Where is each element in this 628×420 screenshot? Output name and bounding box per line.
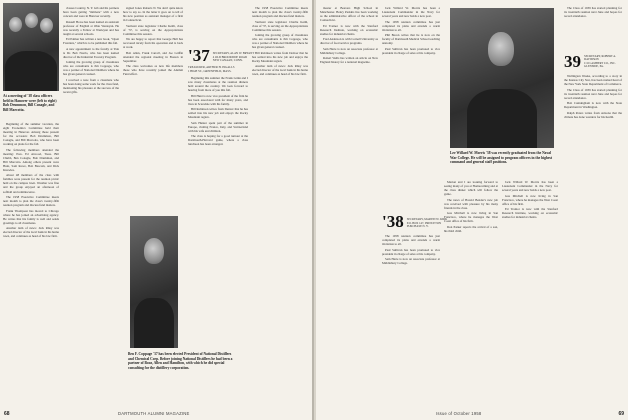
coppage-caption: Ben F. Coppage '37 has been elected President of National Distillers and Chemical Corp. Before joining National Distillers he had been a partner of Booz, Allen and Hamilton, with which he did special consulting for the distillery corporation.	[128, 352, 233, 370]
right-column-1: master at Beavers High School in Manchester. Henry Perkins has been working as the administrative officer of the school in Connecticut. Ed Trainor is now with the Stanford Research Institute, working on economic studies for industrial clients. Fred Anderson is with Cornell University as director of food service programs. Sam Harte is now an associate professor at Middlebury College. Robert Wells has written an article on New England history for a national magazine.	[320, 6, 378, 65]
right-page-number: 69	[618, 411, 624, 417]
right-page	[314, 0, 628, 420]
morris-caption: Lee Willard W. Morris '38 was recently graduated from the Naval War College. He will be assigned to program officers in the highest command and general staff positions.	[450, 151, 553, 165]
class-38-heading: '38 SECRETARY, MARTIN W. KIRK P.O. BOX 147, PRINCETON PURCHASE N. Y.	[382, 212, 448, 231]
class-officers-caption: At a meeting of '38 class officers held in Hanover were (left to right) Bob Drummon, Bill Conagle, and Bill Marcotta.	[3, 94, 57, 112]
coppage-portrait	[130, 216, 178, 348]
left-page-footer: DARTMOUTH ALUMNI MAGAZINE	[118, 411, 190, 416]
class-37-treasurer: TREASURER, ARTHUR H. INGALLS 1 HIGH ST., GREENFIELD, MASS.	[188, 65, 235, 73]
class-38-number: '38	[382, 212, 404, 231]
morris-portrait	[450, 8, 554, 148]
left-column-3: signed Jones Roberts N. We don't quite know how to say so. In the letter it goes on to tell of his new position as assistant manager of a firm in Connecticut. Vermont state legislator Charlie Keith, class of '37, is serving on the Appropriations Committee this session. We are happy to report that George Hall has recovered nicely from his operation and is back at work. Bob Allen, Frank Carroll, and Joe Griffin attended the regional meeting in Boston in September. The class welcomes as new life members those who have recently joined the Alumni Fund effort.	[123, 6, 183, 77]
class-37-heading: '37 SECRETARY, ALAN W. BRYANT 4 OLD BROOKSIDE ROAD NEW CANAAN, CONN.	[188, 46, 255, 65]
class-37-number: '37	[188, 46, 210, 65]
right-column-4: Jack Willard W. Morris has been a Lieutenant Commander in the Navy for several years and now holds a new post. Gus Mitchell is now living in San Francisco, where he manages the West Coast office of his firm. Ed Trainor is now with the Stanford Research Institute, working on economic studies for industrial clients.	[502, 180, 558, 220]
right-column-2-lower: The 1958 reunion committee has just completed its plans and extends a warm invitation to all. Paul Sullivan has been promoted to vice president in charge of sales at his company. Sam Harte is now an associate professor at Middlebury College.	[382, 234, 440, 266]
class-officers-photo	[3, 3, 59, 91]
left-page-number: 68	[4, 411, 10, 417]
right-column-5-upper: The Class of 1939 has started planning for its twentieth reunion next June and hopes for record attendance.	[564, 6, 622, 19]
left-column-1: Beginning of the summer vacation, the eight Economics Committee held their meeting in Hanover. Among those present for the occasion: Bob Drummon, Bill Conagle, and Bill Marcotta, who have been working on plans for the fall. The following members attended the meeting: Pres. Ed Atwood, Treas. Bill Chubb, Ben Conagle, Bob Drummon, and Bill Marcotta. Among others present were Hunt, Sam Rowe, Bob Bascom, and Dick Knowles. About 48 members of the class with families were present for the reunion picnic held on the campus lawn. Weather was fine and the group enjoyed an afternoon of softball and reminiscence. The 1958 Executive Committee meets next month to plan the class's twenty-fifth reunion program and discuss fund matters. Frank Thompson has moved to Chicago where he has joined an advertising agency. He writes that his family is well and sends greetings to all classmates. Another item of news: Jack Riley was elected director of the local bank in his home town, and continues as head of his law firm.	[3, 122, 59, 239]
class-39-number: 39	[564, 52, 581, 71]
right-column-2: Jack Willard W. Morris has been a Lieutenant Commander in the Navy for several years and now holds a new post. The 1958 reunion committee has just completed its plans and extends a warm invitation to all. Phil Bacon writes that he is now on the faculty of Dartmouth Medical School teaching anatomy. Paul Sullivan has been promoted to vice president in charge of sales at his company.	[382, 6, 440, 55]
left-column-5: The 1958 Executive Committee meets next month to plan the class's twenty-fifth reunion program and discuss fund matters. Vermont state legislator Charlie Keith, class of '37, is serving on the Appropriations Committee this session. Joining the growing group of classmates who are consultants is Jim Coppage, who was a partner of National Distillers where he has given general counsel. Bill Robinson writes from Denver that he has settled into his new job and enjoys the Rocky Mountain region. Another item of news: Jack Riley was elected director of the local bank in his home town, and continues as head of his law firm.	[252, 6, 308, 77]
right-column-3: Marion and I are looking forward to seeing many of you at Homecoming and at the class dinner which will follow the game. The news of Harold Bender's new job was received with pleasure by his many friends in the class. Gus Mitchell is now living in San Francisco, where he manages the West Coast office of his firm. Don Parker reports the arrival of a son, his third child.	[444, 180, 498, 233]
class-39-heading: 39 SECRETARY, ROBERT A. DAVIDSON C/O LAMBERT CO., INC. GLENSIDE, PA.	[564, 52, 617, 71]
right-column-5: Wellington Weeks, according to a story in the Kansas City Star, has been named head of the New York State Department of Commerce. The Class of 1939 has started planning for its twentieth reunion next June and hopes for record attendance. Bob Cunningham is now with the State Department in Washington. Ralph Peters writes from Arizona that the climate has done wonders for his health.	[564, 74, 622, 119]
left-column-4: Beginning this summer the Frank Grinn and I saw many classmates at the reunion dinners held around the country. We look forward to hearing from more of you this fall. Bill Hunt is now vice president of the firm he has been associated with for many years, and lives in Scarsdale with his family. Bill Robinson writes from Denver that he has settled into his new job and enjoys the Rocky Mountain region. Sam Hunter spent part of the summer in Europe, visiting France, Italy, and Switzerland with his wife and children. The class is hoping for a good turnout at the Dartmouth-Harvard game, where a class luncheon has been arranged.	[188, 76, 248, 147]
left-column-2: classes Country, N. Y. Gib and his partners have been getting "intimate" with a new concern and were in Hanover recently. Russell Howe has been named an assistant professor of English at Ohio Wesleyan. He was recently a Fellow at Wesleyan and has taught at several schools. Ed Palmer has written a new book, "Open Frontiers," which is to be published this fall. A new appointment to the faculty at Yale is Dr. Bob Norris, who has been named director of the Industrial Forestry Program. Joining the growing group of classmates who are consultants is Jim Coppage, who was a partner of National Distillers where he has given general counsel. I received a note from a classmate who has been doing some work for the class fund, mentioning his pleasure at the success of the recent gifts.	[63, 6, 119, 94]
right-page-footer: Issue of October 1958	[436, 411, 482, 416]
